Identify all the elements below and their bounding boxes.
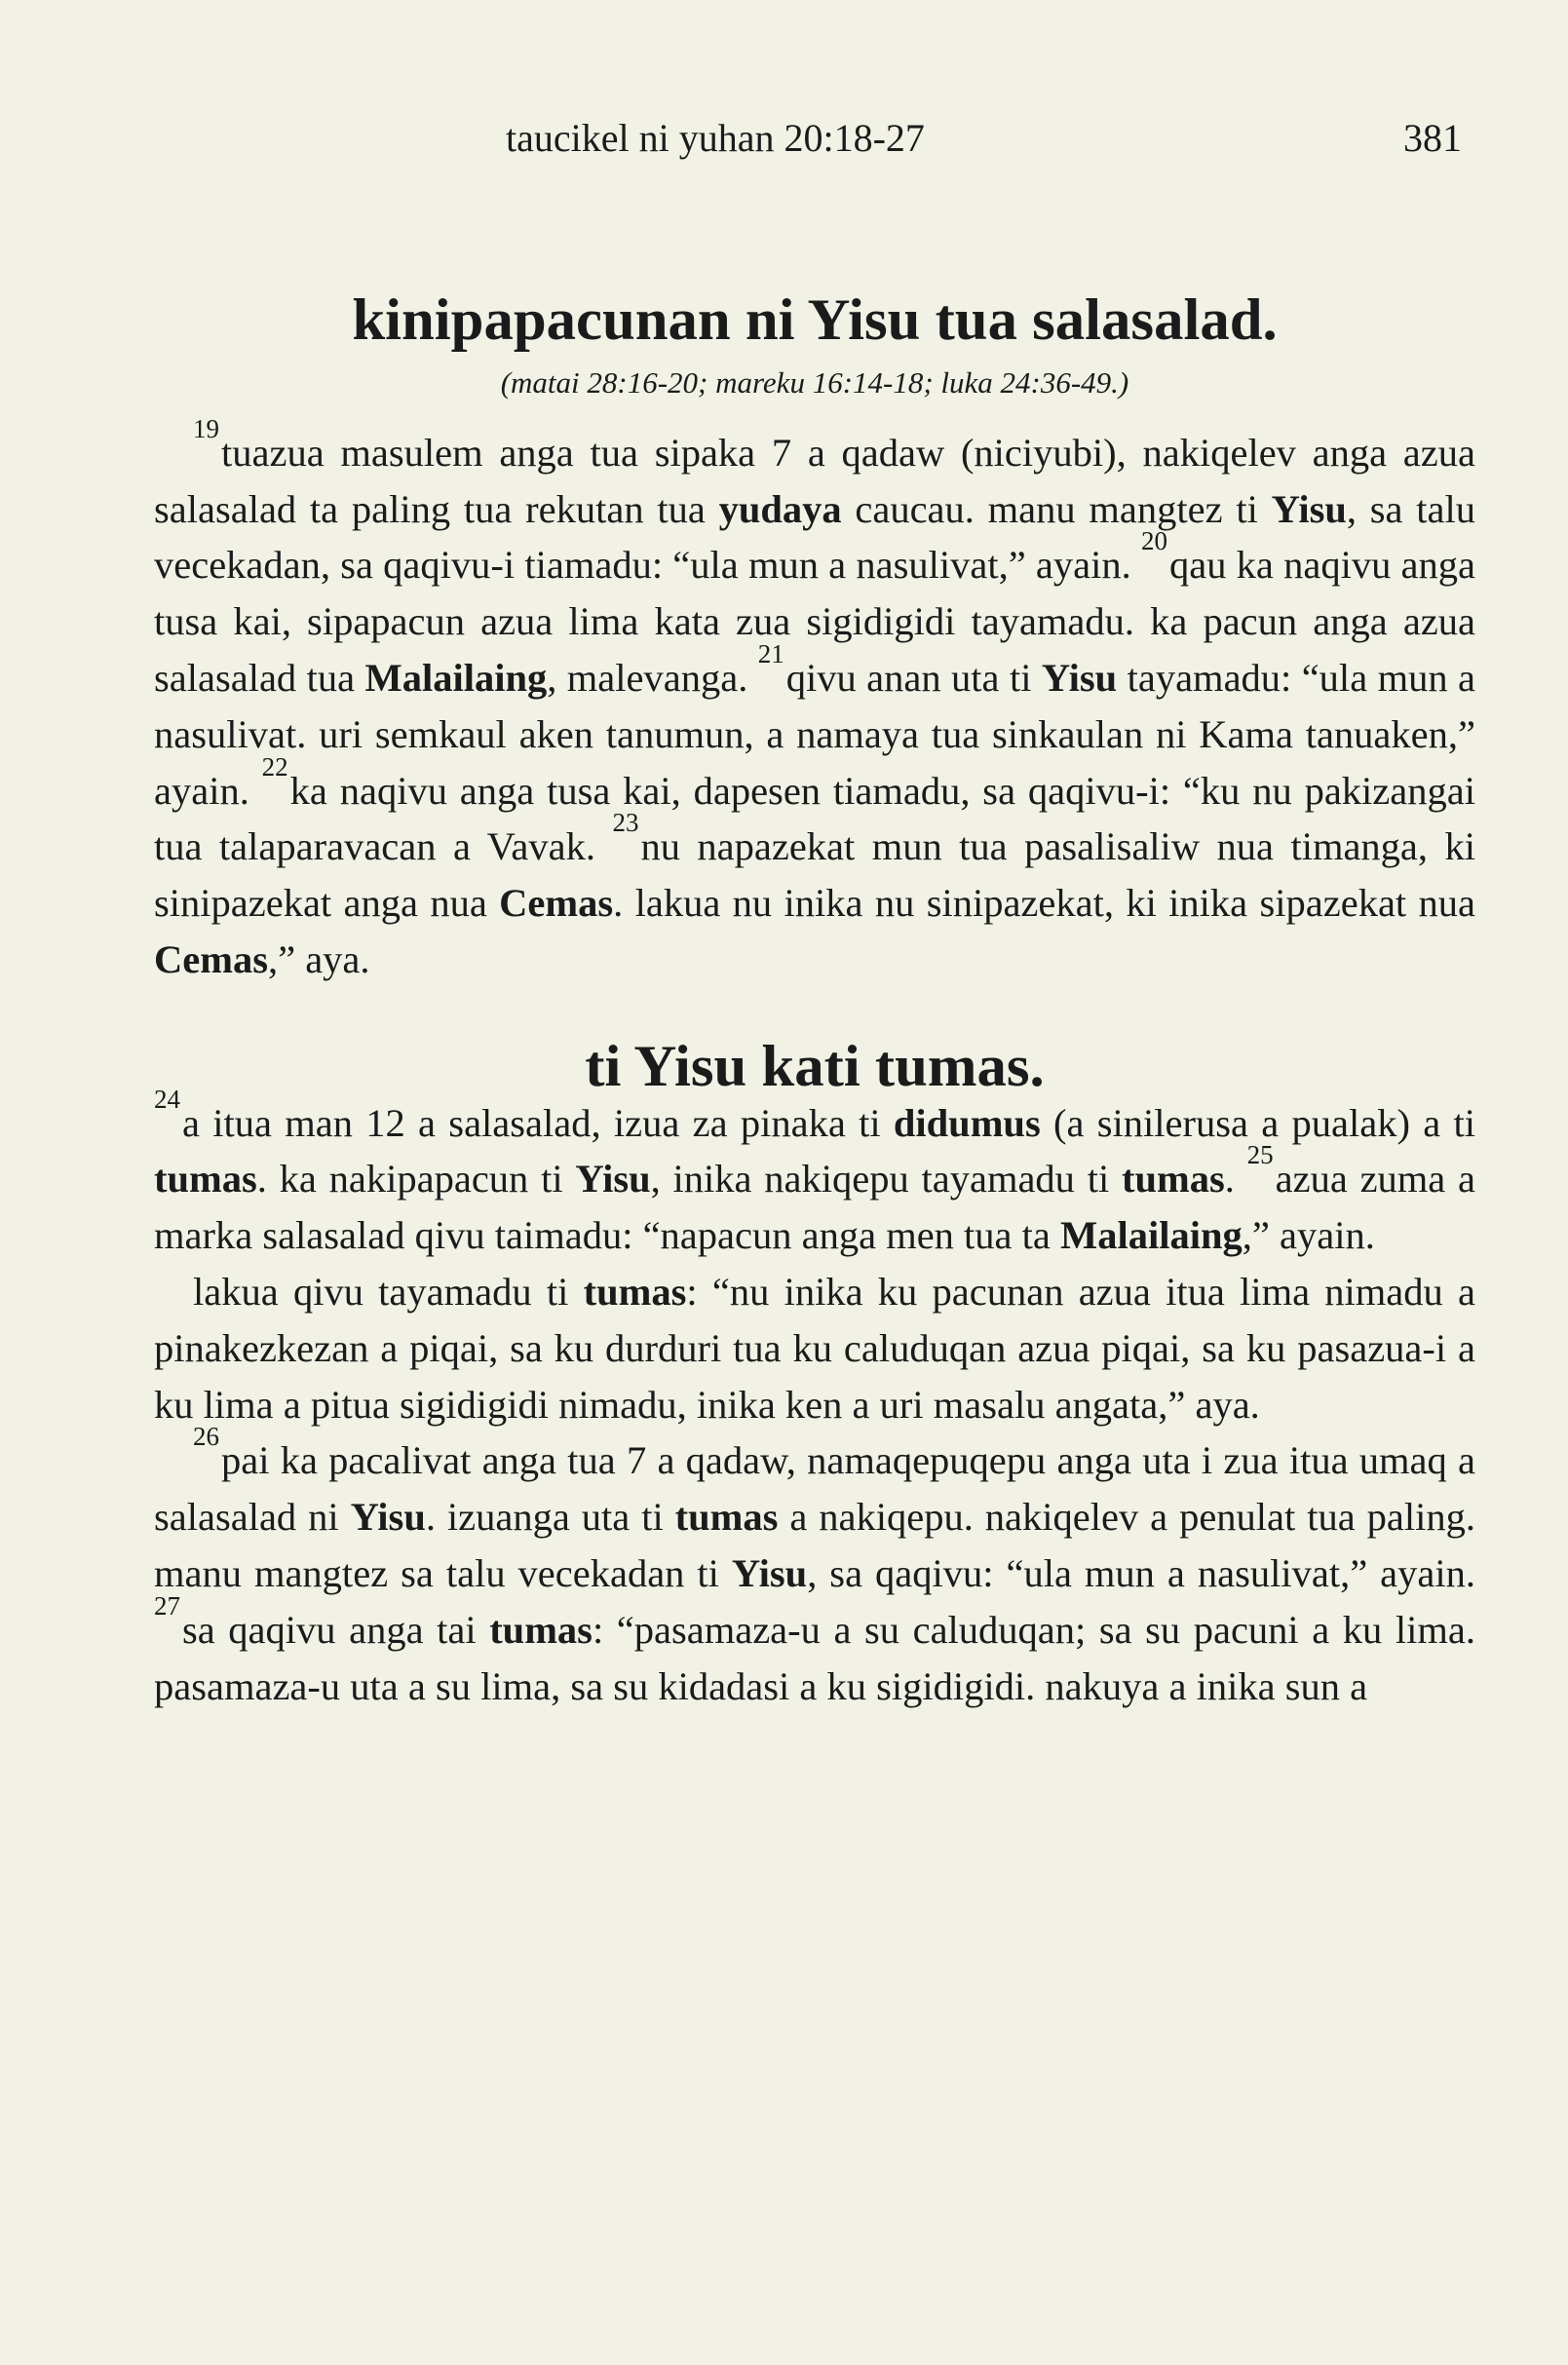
section-2 [154, 1033, 1476, 1715]
verse-number: 27 [154, 1590, 180, 1621]
parallel-references: (matai 28:16-20; mareku 16:14-18; luka 24:36-49.) [500, 364, 1129, 400]
page-header [0, 115, 1568, 173]
text-run: tuazua masulem anga tua sipaka 7 a qadaw (niciyubi), nakiqelev anga azua salasalad ta paling tua rekutan tua [154, 430, 1475, 531]
text-run: , sa talu vecekadan, sa qaqivu-i tiamadu: “ula mun a nasulivat,” ayain. [154, 486, 1475, 588]
text-run: tayamadu: “ula mun a nasulivat. uri semkaul aken tanumun, a namaya tua sinkaulan ni Kama tanuaken,” ayain. [154, 655, 1475, 813]
text-run: a itua man 12 a salasalad, izua za pinaka ti [182, 1100, 894, 1145]
verse-number: 23 [612, 808, 639, 838]
verse-number: 26 [193, 1422, 219, 1452]
paragraph [154, 1422, 1475, 1714]
text-run: lakua qivu tayamadu ti [193, 1269, 584, 1314]
text-run: ,” ayain. [1242, 1213, 1375, 1258]
bold-term: tumas [1121, 1157, 1225, 1202]
bold-term: Cemas [154, 936, 268, 981]
text-run: ka naqivu anga tusa kai, dapesen tiamadu, sa qaqivu-i: “ku nu pakizangai tua talaparavacan a Vavak. [154, 768, 1475, 869]
verse-number: 25 [1246, 1140, 1274, 1170]
section-heading: kinipapacunan ni Yisu tua salasalad. [352, 287, 1278, 353]
verse-number: 24 [154, 1084, 180, 1114]
bold-term: tumas [583, 1269, 687, 1314]
paragraph [154, 413, 1476, 988]
section-heading: ti Yisu kati tumas. [585, 1033, 1045, 1099]
text-run: nu napazekat mun tua pasalisaliw nua timanga, ki sinipazekat anga nua [154, 824, 1475, 926]
verse-number: 22 [261, 751, 288, 782]
section-1 [154, 287, 1476, 988]
bold-term: tumas [674, 1495, 779, 1540]
bold-term: Yisu [350, 1495, 426, 1540]
bold-term: Yisu [731, 1550, 808, 1595]
bold-term: Yisu [1271, 486, 1347, 531]
text-run: azua zuma a marka salasalad qivu taimadu: “napacun anga men tua ta [154, 1157, 1476, 1258]
text-run: . [1224, 1157, 1247, 1202]
verse-number: 19 [193, 413, 219, 443]
bold-term: tumas [154, 1157, 257, 1202]
text-run: : “nu inika ku pacunan azua itua lima nimadu a pinakezkezan a piqai, sa ku durduri tua ku caluduqan azua piqai, sa ku pasazua-i a ku lima a pitua sigidigidi nimadu, inika ken a uri masalu angata,” aya. [154, 1269, 1475, 1427]
text-run: . ka nakipapacun ti [256, 1157, 576, 1202]
text-run: caucau. manu mangtez ti [841, 486, 1272, 531]
text-run: qau ka naqivu anga tusa kai, sipapacun azua lima kata zua sigidigidi tayamadu. ka pacun anga azua salasalad tua [154, 543, 1476, 700]
bold-term: Yisu [1041, 655, 1118, 700]
text-run: , sa qaqivu: “ula mun a nasulivat,” ayain. [807, 1550, 1475, 1595]
bold-term: yudaya [718, 486, 842, 531]
verse-number: 20 [1140, 526, 1167, 556]
bold-term: Cemas [499, 881, 614, 926]
bold-term: didumus [893, 1100, 1041, 1145]
text-run: ,” aya. [267, 936, 370, 981]
bold-term: Yisu [575, 1157, 651, 1202]
bold-term: Malailaing [364, 655, 548, 700]
text-run: a nakiqepu. nakiqelev a penulat tua paling. manu mangtez sa talu vecekadan ti [154, 1495, 1475, 1595]
text-run: . lakua nu inika nu sinipazekat, ki inika sipazekat nua [613, 881, 1476, 926]
bold-term: tumas [489, 1607, 593, 1652]
text-run: sa qaqivu anga tai [182, 1607, 490, 1652]
text-run: : “pasamaza-u a su caluduqan; sa su pacuni a ku lima. pasamaza-u uta a su lima, sa su kidadasi a ku sigidigidi. nakuya a inika sun a [154, 1607, 1475, 1708]
text-run: (a sinilerusa a pualak) a ti [1040, 1100, 1475, 1145]
page-number: 381 [1403, 116, 1462, 160]
bold-term: Malailaing [1060, 1213, 1243, 1258]
running-title: taucikel ni yuhan 20:18-27 [506, 116, 925, 160]
paragraph [154, 1084, 1476, 1264]
text-run: . izuanga uta ti [425, 1495, 675, 1540]
text-run: , malevanga. [547, 655, 758, 700]
verse-number: 21 [757, 638, 784, 668]
page-body [154, 287, 1476, 1714]
text-run: pai ka pacalivat anga tua 7 a qadaw, namaqepuqepu anga uta i zua itua umaq a salasalad ni [154, 1438, 1475, 1540]
text-run: , inika nakiqepu tayamadu ti [650, 1157, 1122, 1202]
paragraph [154, 1264, 1475, 1432]
text-run: qivu anan uta ti [785, 655, 1042, 700]
